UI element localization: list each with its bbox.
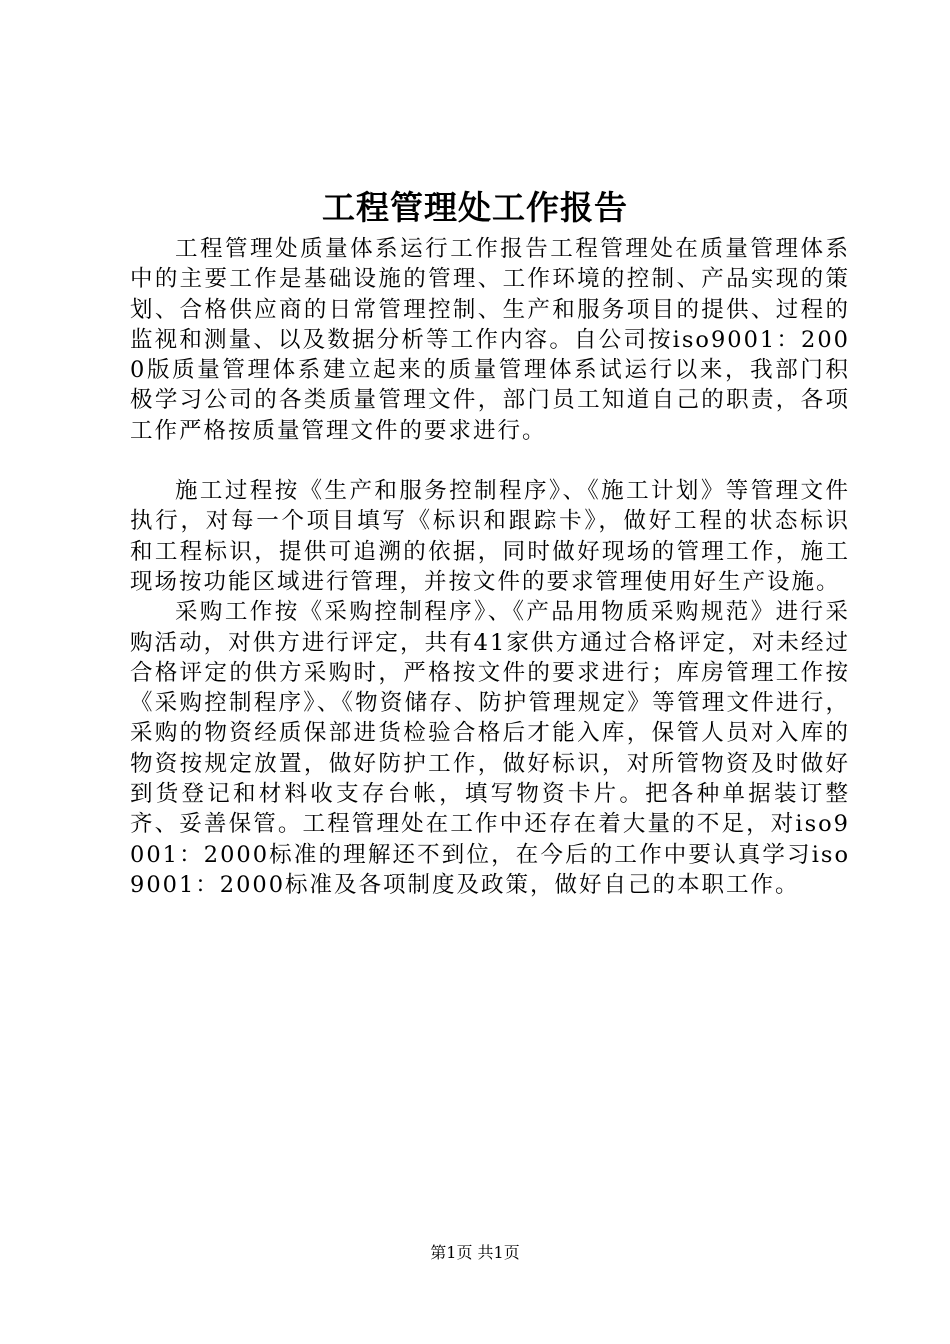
paragraph-1: 工程管理处质量体系运行工作报告工程管理处在质量管理体系中的主要工作是基础设施的管理、工作环境的控制、产品实现的策划、合格供应商的日常管理控制、生产和服务项目的提供、过程的监视和测量、以及数据分析等工作内容。自公司按iso9001：2000版质量管理体系建立起来的质量管理体系试运行以来，我部门积极学习公司的各类质量管理文件，部门员工知道自己的职责，各项工作严格按质量管理文件的要求进行。 [130, 236, 850, 444]
page-footer: 第1页 共1页 [430, 1243, 520, 1262]
document-body [130, 234, 850, 900]
document-title: 工程管理处工作报告 [322, 188, 628, 227]
paragraph-gap [130, 446, 850, 476]
paragraph-2: 施工过程按《生产和服务控制程序》、《施工计划》等管理文件执行，对每一个项目填写《标识和跟踪卡》，做好工程的状态标识和工程标识，提供可追溯的依据，同时做好现场的管理工作，施工现场按功能区域进行管理，并按文件的要求管理使用好生产设施。 [130, 478, 850, 595]
paragraph-3: 采购工作按《采购控制程序》、《产品用物质采购规范》进行采购活动，对供方进行评定，共有41家供方通过合格评定，对未经过合格评定的供方采购时，严格按文件的要求进行；库房管理工作按《采购控制程序》、《物资储存、防护管理规定》等管理文件进行，采购的物资经质保部进货检验合格后才能入库，保管人员对入库的物资按规定放置，做好防护工作，做好标识，对所管物资及时做好到货登记和材料收支存台帐，填写物资卡片。把各种单据装订整齐、妥善保管。工程管理处在工作中还存在着大量的不足，对iso9001：2000标准的理解还不到位，在今后的工作中要认真学习iso9001：2000标准及各项制度及政策，做好自己的本职工作。 [130, 599, 850, 898]
